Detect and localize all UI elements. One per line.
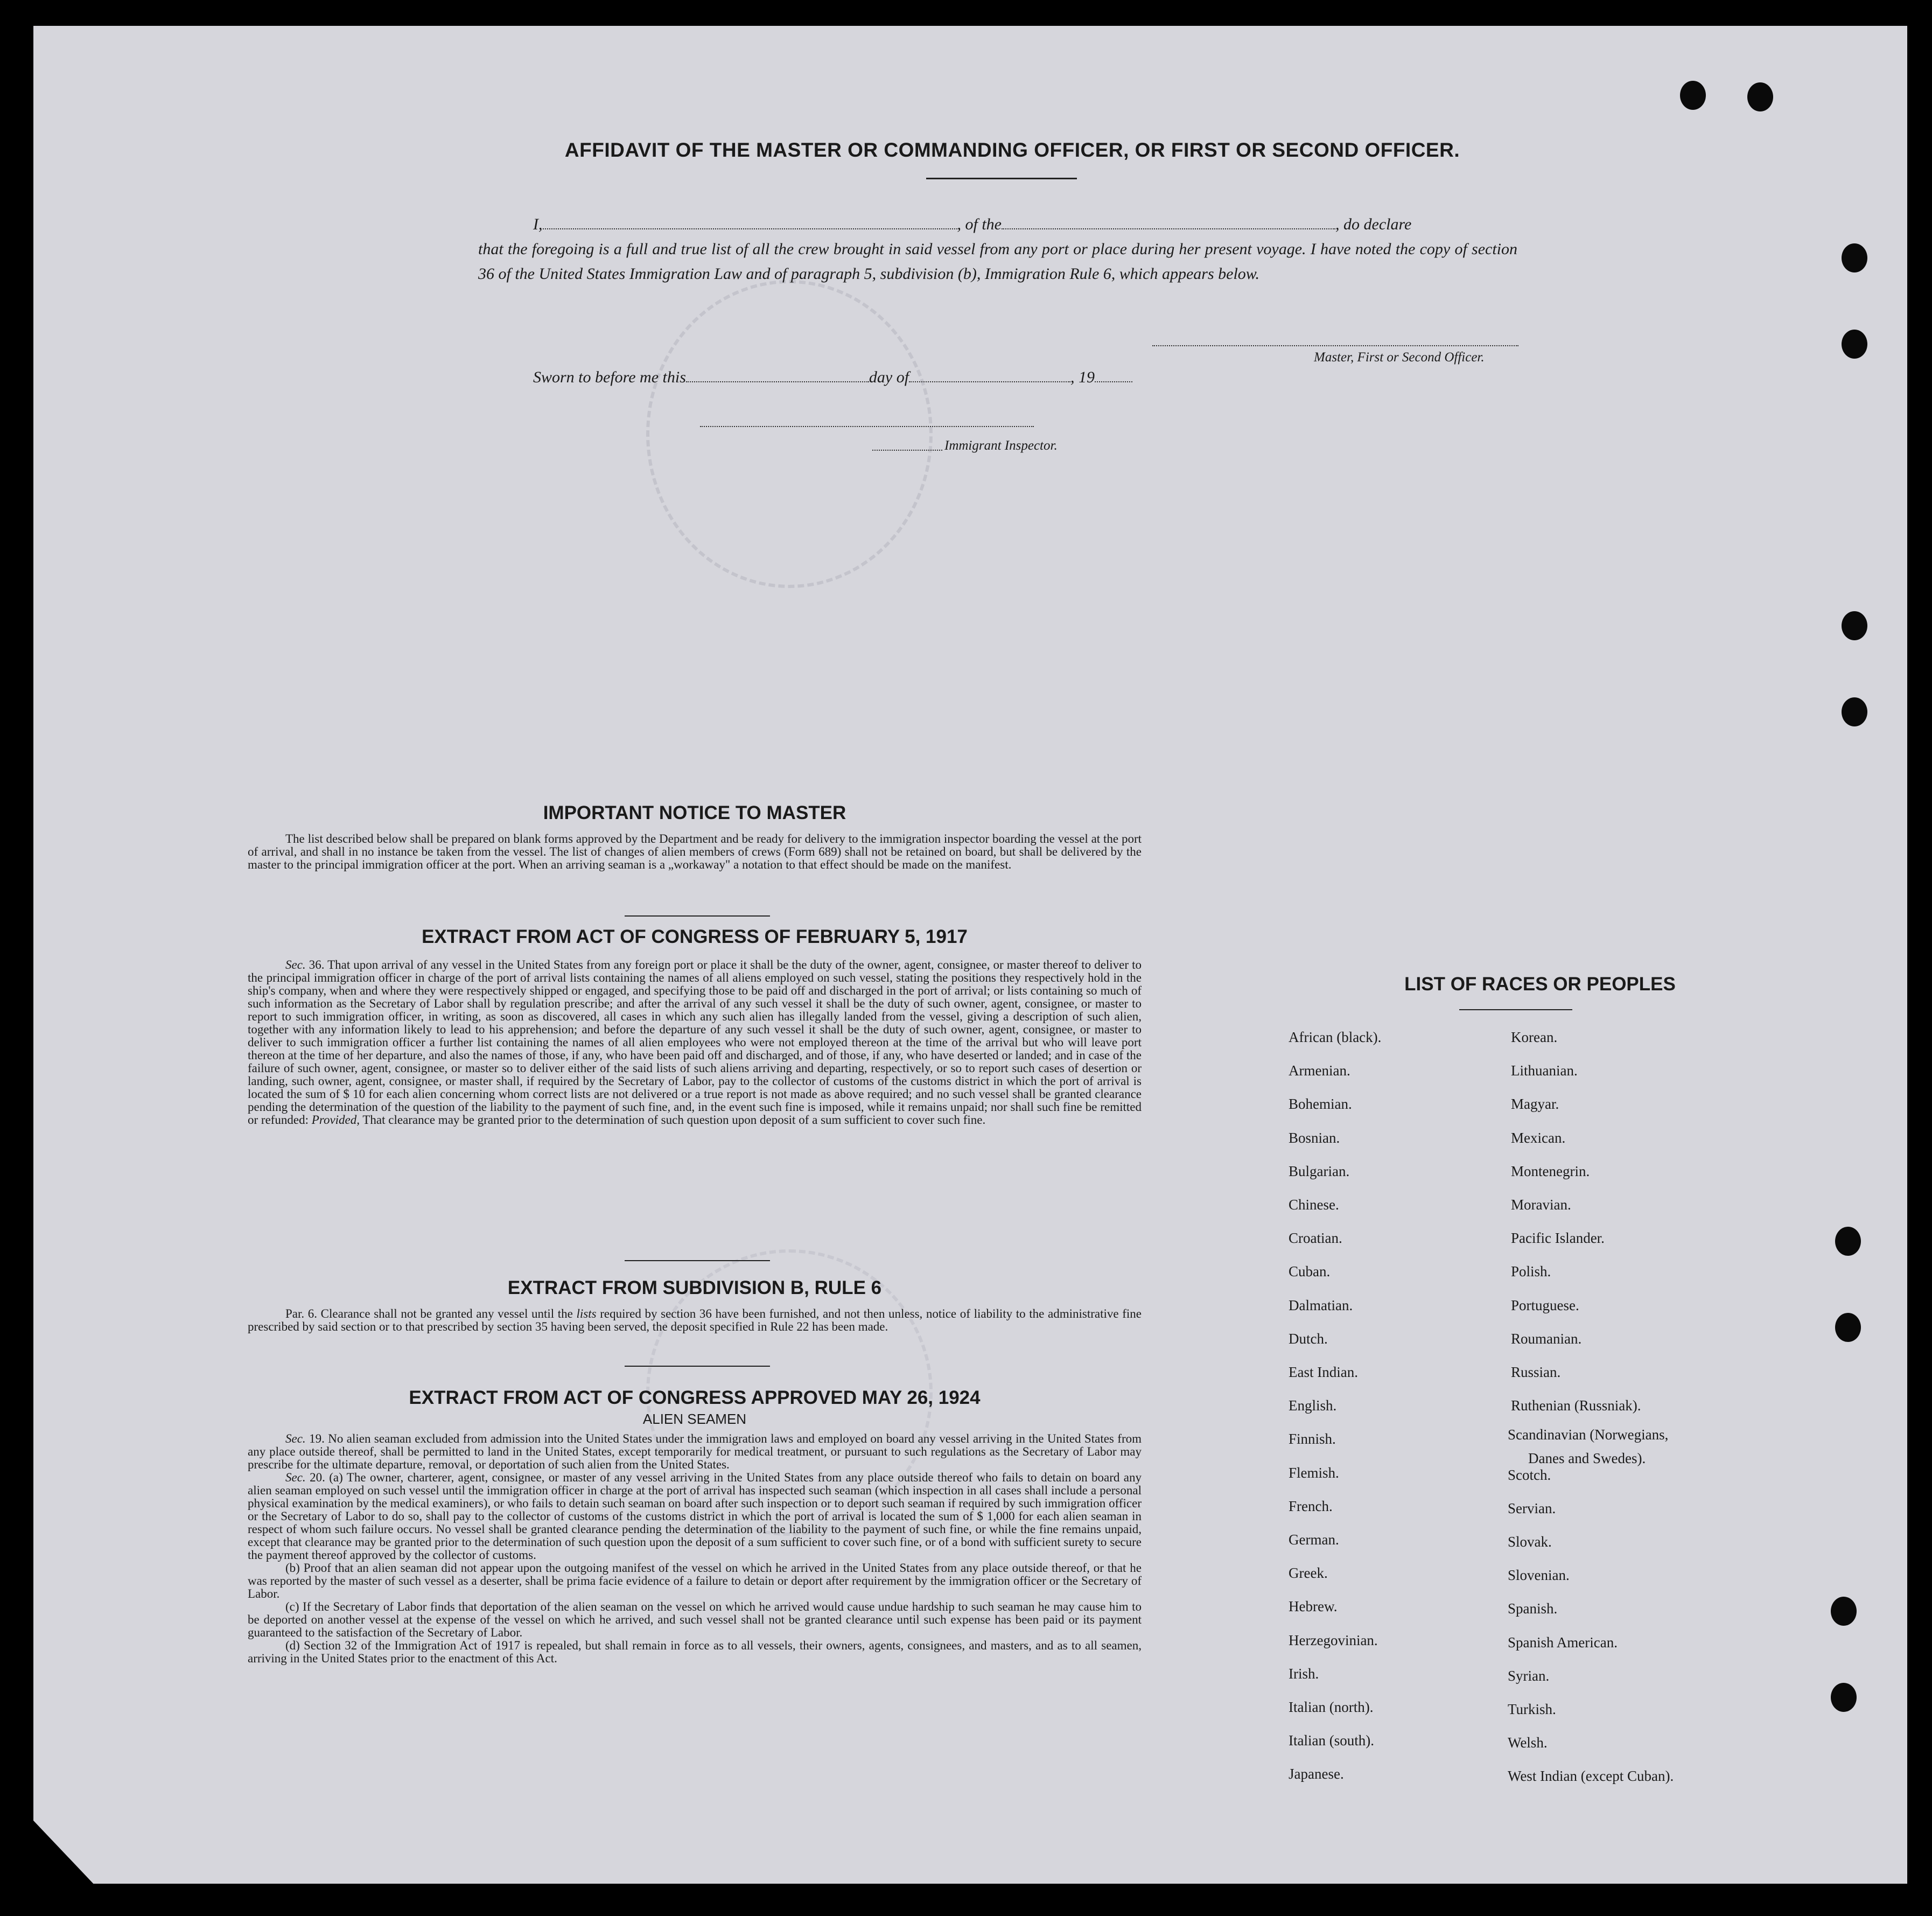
affidavit-title: AFFIDAVIT OF THE MASTER OR COMMANDING OFFICER, OR FIRST OR SECOND OFFICER. [564, 139, 1460, 161]
divider [926, 178, 1077, 179]
race-item: Italian (north). [1289, 1699, 1374, 1715]
extract-1924-title: EXTRACT FROM ACT OF CONGRESS APPROVED MAY 26, 1924 [409, 1387, 981, 1408]
race-item: Spanish. [1508, 1600, 1558, 1617]
sworn-day-blank[interactable] [686, 381, 869, 382]
divider [625, 1366, 770, 1367]
sec-20c-paragraph: (c) If the Secretary of Labor finds that deportation of the alien seaman on the vessel on which he arrived would cause undue hardship to such seaman he may cause him to be deported on another vessel at the expense of the vessel on which he arrived, and such vessel shall not be granted clearance until such expense has been paid or its payment guaranteed to the satisfaction of the Secretary of Labor. [248, 1600, 1142, 1639]
race-item: Flemish. [1289, 1464, 1339, 1481]
sworn-year-blank[interactable] [1095, 381, 1132, 382]
notice-paragraph: The list described below shall be prepared on blank forms approved by the Department and be ready for delivery to the immigration inspector boarding the vessel at the port of arrival, and shall in no instance be taken from the vessel. The list of changes of alien members of crews (Form 689) shall not be retained on board, but shall be delivered by the master to the principal immigration officer at the port. When an arriving seaman is a „workaway" a notation to that effect should be made on the manifest. [248, 832, 1142, 871]
bleed-through-seal [646, 280, 933, 588]
race-item: Dalmatian. [1289, 1297, 1353, 1313]
sec-label: Sec. [285, 1432, 306, 1445]
sec-36-text-end: That clearance may be granted prior to the determination of such question upon deposit of a sum sufficient to cover such fine. [360, 1113, 986, 1127]
race-item: Moravian. [1511, 1197, 1571, 1213]
extract-1917-title: EXTRACT FROM ACT OF CONGRESS OF FEBRUARY 5, 1917 [422, 926, 968, 947]
race-item: Pacific Islander. [1511, 1230, 1605, 1247]
punch-hole [1842, 330, 1867, 359]
par-6-text: Par. 6. Clearance shall not be granted any vessel until the [285, 1307, 577, 1320]
race-item: Japanese. [1289, 1766, 1344, 1782]
sec-20a-text: 20. (a) The owner, charterer, agent, consignee, or master of any vessel arriving in the United States from any place outside thereof who fails to detain on board any alien seaman employed on such vessel until the immigration officer in charge at the port of arrival has inspected such seaman (which inspection in all cases shall include a personal physical examination by the medical examiners), or who fails to detain such seaman on board after such inspection or to deport such seaman if required by such immigration officer or the Secretary of Labor to do so, shall pay to the collector of customs of the customs district in which the port of arrival is located the sum of $ 1,000 for each alien seaman in respect of whom such failure occurs. No vessel shall be granted clearance pending the determination of the liability to the payment of such fine, or while the fine remains unpaid, except that clearance may be granted prior to the determination of such question upon the deposit of a sum sufficient to cover such fine, or of a bond with sufficient surety to secure the payment thereof approved by the collector of customs. [248, 1471, 1142, 1562]
race-item: African (black). [1289, 1029, 1382, 1045]
sec-label: Sec. [285, 958, 306, 971]
race-item: Slovenian. [1508, 1567, 1570, 1584]
notice-text [248, 833, 1142, 871]
notice-title: IMPORTANT NOTICE TO MASTER [543, 802, 846, 823]
provided-word: Provided, [311, 1113, 360, 1127]
race-item: Syrian. [1508, 1667, 1550, 1684]
race-item: Irish. [1289, 1665, 1319, 1682]
race-item: Montenegrin. [1511, 1163, 1590, 1179]
master-label: Master, First or Second Officer. [1314, 350, 1485, 365]
sworn-day-label: day of [869, 368, 909, 386]
affidavit-of: , of the [957, 215, 1002, 233]
race-item: Russian. [1511, 1364, 1561, 1380]
par-6-paragraph [248, 1307, 1142, 1333]
race-item: Slovak. [1508, 1534, 1552, 1550]
races-title: LIST OF RACES OR PEOPLES [1404, 974, 1676, 995]
sec-20b-paragraph: (b) Proof that an alien seaman did not appear upon the outgoing manifest of the vessel on which he arrived in the United States from any place outside thereof, or that he was reported by the master of such vessel as a deserter, shall be prima facie evidence of a failure to detain or deport after requirement by the immigration officer or the Secretary of Labor. [248, 1561, 1142, 1600]
affidavit-declare: , do declare [1335, 215, 1412, 233]
alien-seamen-subtitle: ALIEN SEAMEN [642, 1411, 747, 1427]
race-item: Finnish. [1289, 1431, 1336, 1448]
subdivision-b-title: EXTRACT FROM SUBDIVISION B, RULE 6 [507, 1277, 882, 1298]
sworn-prefix: Sworn to before me this [533, 368, 686, 386]
punch-hole [1842, 611, 1867, 640]
extract-1917-text [248, 959, 1142, 1127]
punch-hole [1747, 82, 1773, 111]
punch-hole [1680, 81, 1706, 110]
race-item: Spanish American. [1508, 1634, 1618, 1651]
sec-19-text: 19. No alien seaman excluded from admission into the United States under the immigration laws and employed on board any vessel arriving in the United States from any place outside thereof, shall be permitted to land in the United States, except temporarily for medical treatment, or pursuant to such regulations as the Secretary of Labor may prescribe for the ultimate departure, removal, or deportation of such alien from the United States. [248, 1432, 1142, 1471]
race-item: East Indian. [1289, 1364, 1358, 1380]
race-item: West Indian (except Cuban). [1508, 1768, 1674, 1785]
race-item: Bosnian. [1289, 1129, 1340, 1146]
race-item: Polish. [1511, 1263, 1551, 1280]
punch-hole [1835, 1227, 1861, 1256]
inspector-signature-line[interactable] [700, 425, 1034, 427]
inspector-label: Immigrant Inspector. [944, 438, 1058, 453]
par-6-text-end: required by section 36 have been furnished, and not then unless, notice of liability to the administrative fine prescribed by said section or to that prescribed by section 35 having been served, the deposit specified in Rule 22 has been made. [248, 1307, 1142, 1333]
race-item: French. [1289, 1498, 1333, 1514]
sec-label: Sec. [285, 1471, 306, 1484]
race-item: Servian. [1508, 1500, 1556, 1516]
sec-36-text: 36. That upon arrival of any vessel in the United States from any foreign port or place it shall be the duty of the owner, agent, consignee, or master thereof to deliver to the principal immigration officer in charge of the port of arrival lists containing the names of all aliens employed on such vessel, stating the positions they respectively hold in the ship's company, when and where they were respectively shipped or engaged, and specifying those to be paid off and discharged in the port of arrival; or lists containing so much of such information as the Secretary of Labor shall by regulation prescribe; and after the arrival of any such vessel it shall be the duty of such owner, agent, consignee, or master to report to such immigration officer, in writing, as soon as discovered, all cases in which any such alien has illegally landed from the vessel, giving a description of such alien, together with any information likely to lead to his apprehension; and before the departure of any such vessel it shall be the duty of such owner, agent, consignee, or master to deliver to such immigration officer a further list containing the names of all alien employees who were not employed thereon at the time of the arrival but who will leave port thereon at the time of her departure, and also the names of those, if any, who have been paid off and discharged, and of those, if any, who have deserted or landed; and in case of the failure of such owner, agent, consignee, or master so to deliver either of the said lists of such aliens arriving and departing, respectively, or so to report such cases of desertion or landing, such owner, agent, consignee, or master shall, if required by the Secretary of Labor, pay to the collector of customs of the customs district in which the port of arrival is located the sum of $ 10 for each alien concerning whom correct lists are not delivered or a true report is not made as above required; and no such vessel shall be granted clearance pending the determination of the question of the liability to the payment of such fine, and, in the event such fine is imposed, while it remains unpaid; nor shall such fine be remitted or refunded: [248, 958, 1142, 1127]
race-item: German. [1289, 1532, 1339, 1548]
inspector-signature-line-short[interactable] [872, 449, 942, 451]
race-item: Portuguese. [1511, 1297, 1579, 1313]
race-item-continuation: Danes and Swedes). [1528, 1450, 1646, 1466]
extract-1924-text [248, 1432, 1142, 1665]
race-item: Bulgarian. [1289, 1163, 1350, 1179]
race-item: Turkish. [1508, 1701, 1556, 1717]
subdivision-b-text [248, 1307, 1142, 1333]
lists-word: lists [576, 1307, 597, 1320]
race-item: Herzegovinian. [1289, 1632, 1378, 1648]
affidavit-line-1 [478, 212, 1517, 237]
race-item: Scandinavian (Norwegians, [1508, 1426, 1669, 1443]
sworn-year-label: , 19 [1070, 368, 1095, 386]
race-item: Mexican. [1511, 1129, 1566, 1146]
sec-19-paragraph [248, 1432, 1142, 1471]
sec-20d-paragraph: (d) Section 32 of the Immigration Act of 1917 is repealed, but shall remain in force as to all vessels, their owners, agents, consignees, and masters, and as to all seamen, arriving in the United States prior to the enactment of this Act. [248, 1639, 1142, 1665]
race-item: Armenian. [1289, 1062, 1350, 1079]
race-item: Italian (south). [1289, 1732, 1374, 1749]
sworn-line [478, 365, 1517, 390]
punch-hole [1842, 243, 1867, 272]
race-item: Dutch. [1289, 1330, 1328, 1347]
race-item: Scotch. [1508, 1466, 1551, 1483]
race-item: Korean. [1511, 1029, 1558, 1045]
affidavit-i: I, [533, 215, 543, 233]
punch-hole [1831, 1597, 1857, 1626]
race-item: English. [1289, 1397, 1337, 1414]
vessel-blank[interactable] [1002, 228, 1335, 229]
punch-hole [1831, 1683, 1857, 1712]
punch-hole [1842, 697, 1867, 726]
race-item: Cuban. [1289, 1263, 1331, 1280]
affidavit-body: that the foregoing is a full and true list of all the crew brought in said vessel from any port or place during her present voyage. I have noted the copy of section 36 of the United States Immigration Law and of paragraph 5, subdivision (b), Immigration Rule 6, which appears below. [478, 240, 1517, 283]
race-item: Greek. [1289, 1565, 1328, 1582]
race-item: Welsh. [1508, 1735, 1548, 1751]
race-item: Lithuanian. [1511, 1062, 1578, 1079]
race-item: Ruthenian (Russniak). [1511, 1397, 1641, 1414]
divider [625, 915, 770, 917]
divider [625, 1260, 770, 1261]
sec-36-paragraph [248, 959, 1142, 1127]
race-item: Bohemian. [1289, 1096, 1352, 1113]
race-item: Magyar. [1511, 1096, 1559, 1113]
race-item: Roumanian. [1511, 1330, 1582, 1347]
divider [1459, 1009, 1572, 1010]
race-item: Hebrew. [1289, 1598, 1338, 1615]
punch-hole [1835, 1313, 1861, 1342]
sec-20a-paragraph [248, 1471, 1142, 1562]
name-blank[interactable] [543, 228, 957, 229]
race-item: Chinese. [1289, 1197, 1339, 1213]
race-item: Croatian. [1289, 1230, 1342, 1247]
master-signature-line[interactable] [1152, 345, 1518, 346]
sworn-month-blank[interactable] [909, 381, 1070, 382]
